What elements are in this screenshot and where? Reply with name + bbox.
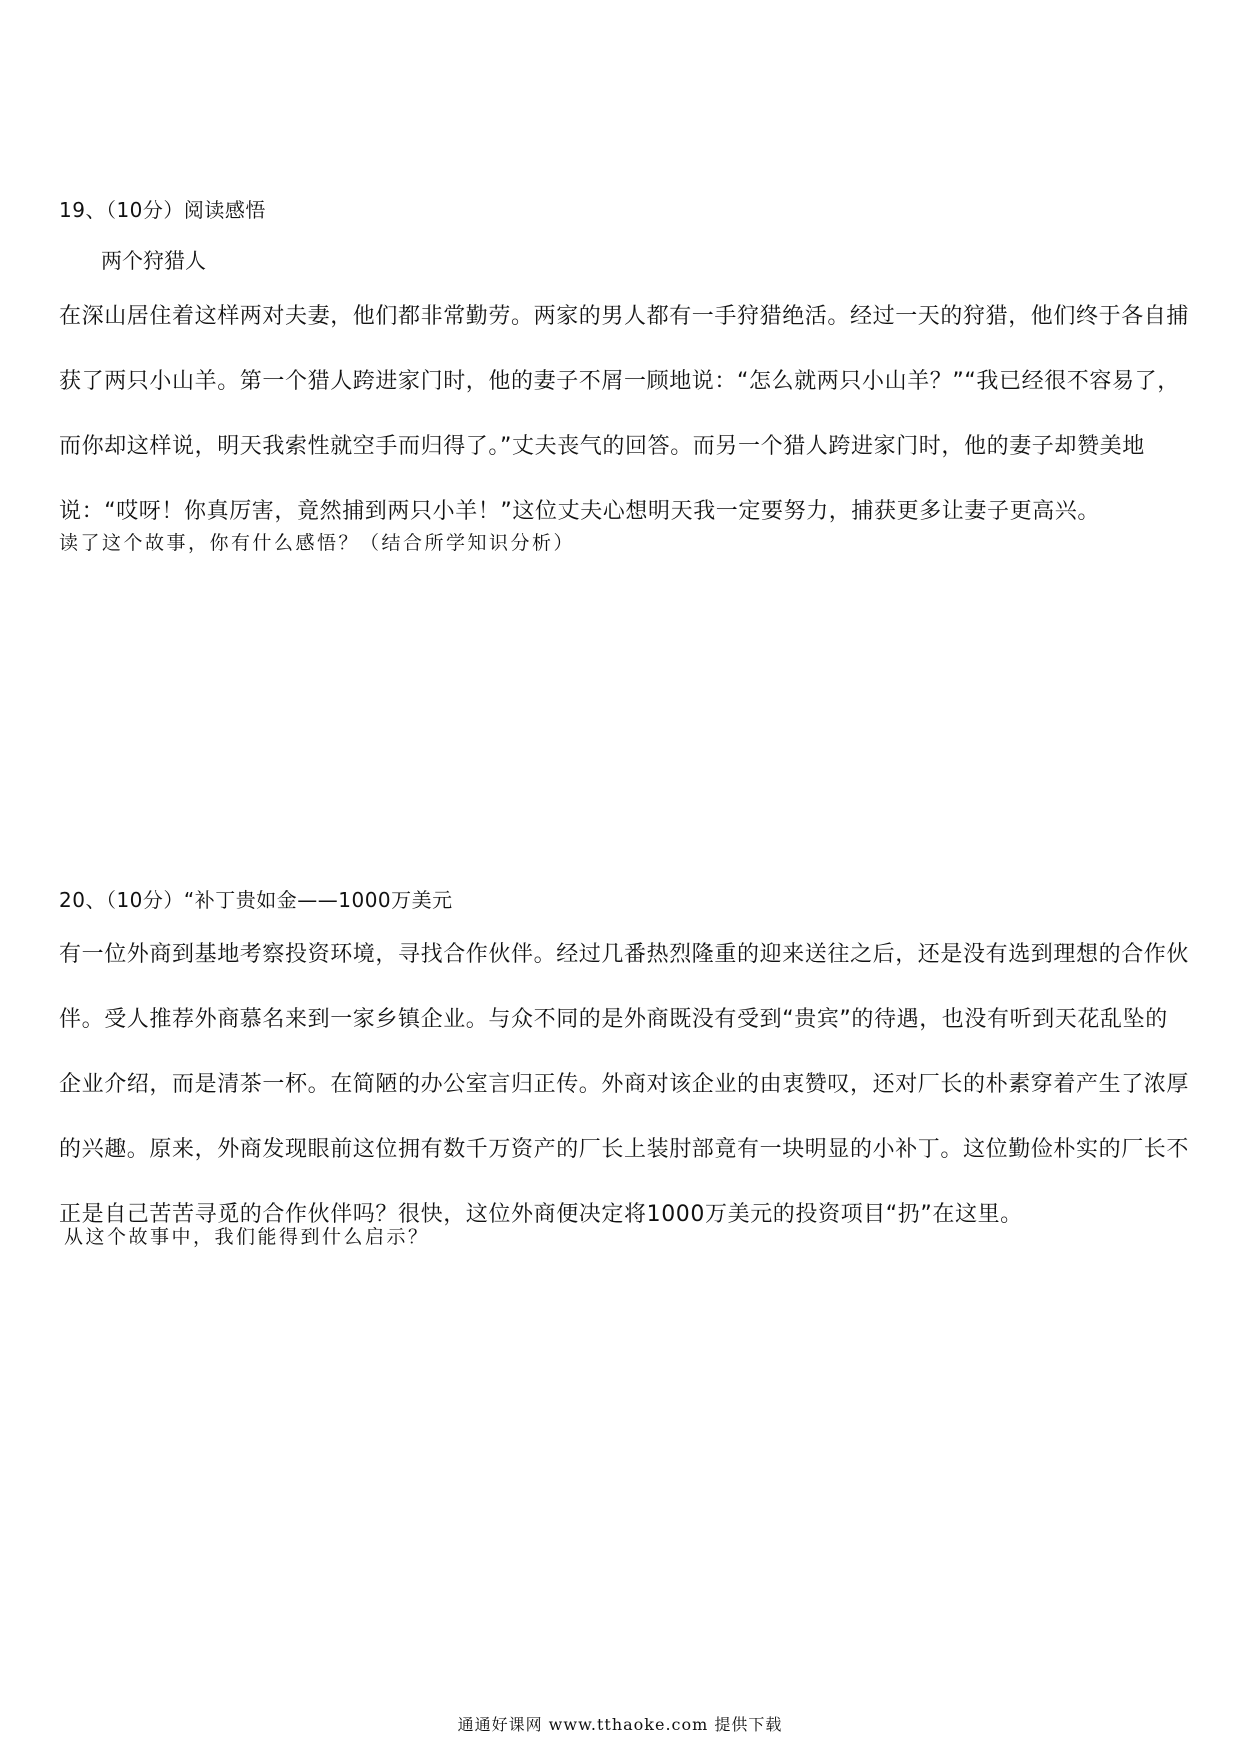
question-19-prompt: 读了这个故事，你有什么感悟？（结合所学知识分析） (59, 532, 576, 554)
question-19-passage: 在深山居住着这样两对夫妻，他们都非常勤劳。两家的男人都有一手狩猎绝活。经过一天的狩猎，他们终于各自捕获了两只小山羊。第一个猎人跨进家门时，他的妻子不屑一顾地说：“怎么就两只小山羊？”“我已经很不容易了，而你却这样说，明天我索性就空手而归得了。”丈夫丧气的回答。而另一个猎人跨进家门时，他的妻子却赞美地说：“哎呀！你真厉害，竟然捕到两只小羊！”这位丈夫心想明天我一定要努力，捕获更多让妻子更高兴。 (59, 304, 1190, 524)
question-19-story-title: 两个狩猎人 (101, 249, 206, 273)
question-20-header: 20、（10分）“补丁贵如金——1000万美元 (59, 888, 453, 912)
question-19-header: 19、（10分）阅读感悟 (59, 198, 266, 222)
question-20-passage: 有一位外商到基地考察投资环境，寻找合作伙伴。经过几番热烈隆重的迎来送往之后，还是没有选到理想的合作伙伴。受人推荐外商慕名来到一家乡镇企业。与众不同的是外商既没有受到“贵宾”的待遇，也没有听到天花乱坠的企业介绍，而是清茶一杯。在简陋的办公室言归正传。外商对该企业的由衷赞叹，还对厂长的朴素穿着产生了浓厚的兴趣。原来，外商发现眼前这位拥有数千万资产的厂长上装肘部竟有一块明显的小补丁。这位勤俭朴实的厂长不正是自己苦苦寻觅的合作伙伴吗？很快，这位外商便决定将1000万美元的投资项目“扔”在这里。 (59, 942, 1190, 1227)
question-20-prompt: 从这个故事中，我们能得到什么启示？ (64, 1226, 430, 1248)
page-footer: 通通好课网 www.tthaoke.com 提供下载 (457, 1715, 783, 1734)
